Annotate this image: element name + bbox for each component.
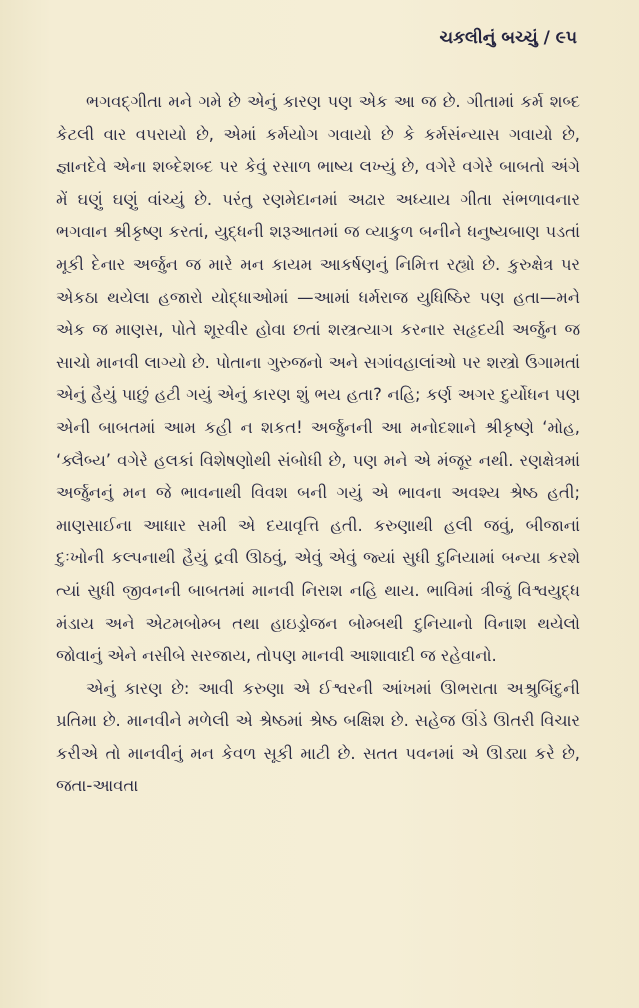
paragraph-1: ભગવદ્‌ગીતા મને ગમે છે એનું કારણ પણ એક આ જ છે. ગીતામાં કર્મ શબ્દ કેટલી વાર વપરાયો છે, એમાં કર્મયોગ ગવાયો છે કે કર્મસંન્યાસ ગવાયો છે, જ્ઞાનદેવે એના શબ્દેશબ્દ પર કેવું રસાળ ભાષ્ય લખ્યું છે, વગેરે વગેરે બાબતો અંગે મેં ઘણું ઘણું વાંચ્યું છે. પરંતુ રણમેદાનમાં અઢાર અધ્યાય ગીતા સંભળાવનાર ભગવાન શ્રીકૃષ્ણ કરતાં, યુદ્ધની શરૂઆતમાં જ વ્યાકુળ બનીને ધનુષ્યબાણ પડતાં મૂકી દેનાર અર્જુન જ મારે મન કાયમ આકર્ષણનું નિમિત્ત રહ્યો છે. કુરુક્ષેત્ર પર એકઠા થયેલા હજારો યોદ્ધાઓમાં —આમાં ધર્મરાજ યુધિષ્ઠિર પણ હતા—મને એક જ માણસ, પોતે શૂરવીર હોવા છતાં શસ્ત્રત્યાગ કરનાર સહૃદયી અર્જુન જ સાચો માનવી લાગ્યો છે. પોતાના ગુરુજનો અને સગાંવહાલાંઓ પર શસ્ત્રો ઉગામતાં એનું હૈયું પાછું હટી ગયું એનું કારણ શું ભય હતા? નહિ; કર્ણ અગર દુર્યોધન પણ એની બાબતમાં આમ કહી ન શકત! અર્જુનની આ મનોદશાને શ્રીકૃષ્ણે ‘મોહ, ‘ક્લૈબ્ય’ વગેરે હલકાં વિશેષણોથી સંબોધી છે, પણ મને એ મંજૂર નથી. રણક્ષેત્રમાં અર્જુનનું મન જે ભાવનાથી વિવશ બની ગયું એ ભાવના અવશ્ય શ્રેષ્ઠ હતી; માણસાઈના આધાર સમી એ દયાવૃત્તિ હતી. કરુણાથી હલી જવું, બીજાનાં દુઃખોની કલ્પનાથી હૈયું દ્રવી ઊઠવું, એવું એવું જ્યાં સુધી દુનિયામાં બન્યા કરશે ત્યાં સુધી જીવનની બાબતમાં માનવી નિરાશ નહિ થાય. ભાવિમાં ત્રીજું વિશ્વયુદ્ધ મંડાય અને એટમબોમ્બ તથા હાઇડ્રોજન બોમ્બથી દુનિયાનો વિનાશ થયેલો જોવાનું એને નસીબે સરજાય, તોપણ માનવી આશાવાદી જ રહેવાનો. <box>56 92 580 666</box>
running-head: ચકલીનું બચ્ચું / ૯૫ <box>439 28 577 48</box>
paragraph-2: એનું કારણ છે: આવી કરુણા એ ઈશ્વરની આંખમાં ઊભરાતા અશ્રુબિંદુની પ્રતિમા છે. માનવીને મળેલી એ શ્રેષ્ઠમાં શ્રેષ્ઠ બક્ષિશ છે. સહેજ ઊંડે ઊતરી વિચાર કરીએ તો માનવીનું મન કેવળ સૂકી માટી છે. સતત પવનમાં એ ઊડ્યા કરે છે, જતા-આવતા <box>56 678 580 796</box>
body-text <box>56 86 580 803</box>
